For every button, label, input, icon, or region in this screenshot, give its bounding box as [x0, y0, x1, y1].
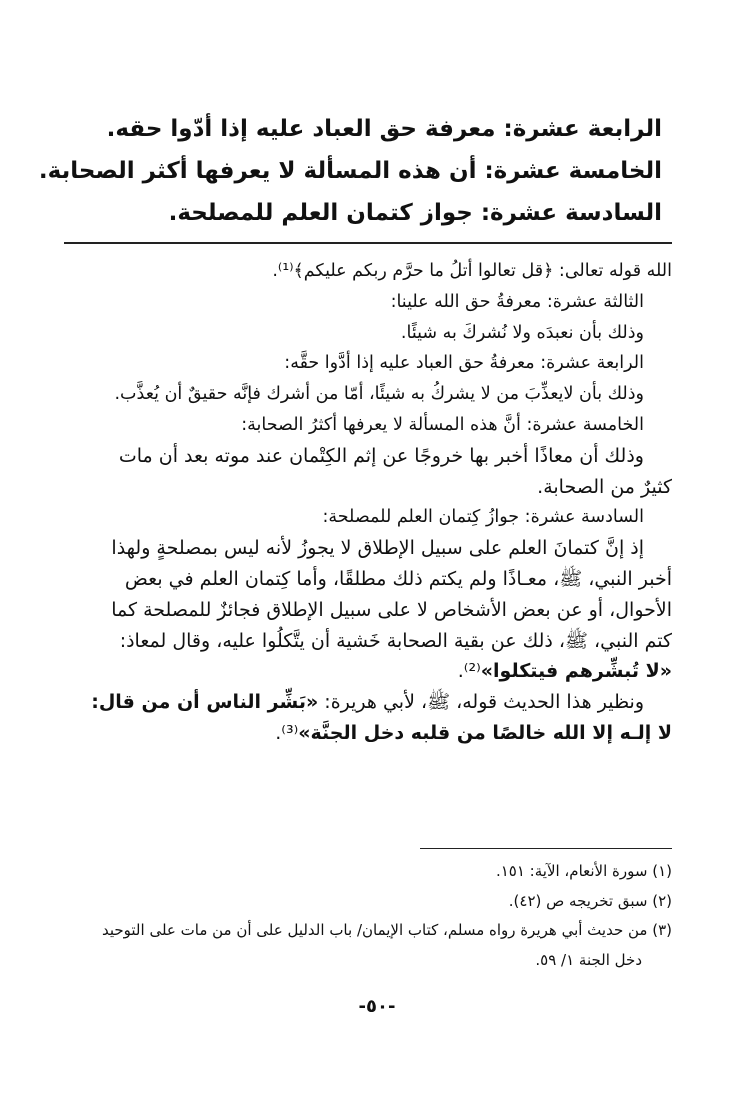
commentary-line	[66, 687, 672, 718]
footnote-2: (٢) سبق تخريجه ص (٤٢).	[508, 891, 672, 910]
commentary-line: الخامسة عشرة: أنَّ هذه المسألة لا يعرفها أكثرُ الصحابة:	[241, 414, 644, 435]
commentary-line: وذلك بأن لايعذِّبَ من لا يشركُ به شيئًا، أمّا من أشرك فإنَّه حقيقٌ أن يُعذَّب.	[114, 384, 644, 405]
commentary-line: الأحوال، أو عن بعض الأشخاص لا على سبيل الإطلاق فجائزٌ للمصلحة كما	[111, 598, 672, 621]
hadith-quote: لا إلـه إلا الله خالصًا من قلبه دخل الجنَّة»	[298, 721, 672, 744]
commentary-line: كتم النبي، ﷺ، ذلك عن بقية الصحابة خَشية أن يتَّكلُوا عليه، وقال لمعاذ:	[119, 629, 672, 652]
footnote-ref: ⁽³⁾.	[275, 721, 299, 744]
commentary-line: أخبر النبي، ﷺ، معـاذًا ولم يكتم ذلك مطلقًا، وأما كِتمان العلم في بعض	[124, 567, 672, 590]
commentary-line	[66, 656, 672, 687]
footnote-ref: ⁽²⁾.	[457, 660, 481, 683]
commentary-line: كثيرٌ من الصحابة.	[537, 475, 672, 498]
main-point-14: الرابعة عشرة: معرفة حق العباد عليه إذا أدّوا حقه.	[106, 116, 662, 142]
footnote-3-continued: دخل الجنة ١/ ٥٩.	[535, 950, 642, 969]
main-point-16: السادسة عشرة: جواز كتمان العلم للمصلحة.	[168, 200, 662, 226]
section-divider	[64, 242, 672, 244]
commentary	[66, 256, 672, 749]
hadith-quote: «بَشِّر الناس أن من قال:	[91, 691, 319, 714]
commentary-line	[66, 718, 672, 749]
commentary-line: وذلك أن معاذًا أخبر بها خروجًا عن إثم الكِتْمان عند موته بعد أن مات	[118, 444, 644, 467]
commentary-line: السادسة عشرة: جوازُ كِتمان العلم للمصلحة:	[322, 507, 644, 528]
commentary-line: الرابعة عشرة: معرفةُ حق العباد عليه إذا أدَّوا حقَّه:	[284, 353, 644, 374]
footnote-3: (٣) من حديث أبي هريرة رواه مسلم، كتاب الإيمان/ باب الدليل على أن من مات على التوحيد	[101, 921, 672, 939]
page-number: -٥٠-	[358, 996, 396, 1017]
commentary-line: الله قوله تعالى: ﴿قل تعالوا أتلُ ما حرَّم ربكم عليكم﴾⁽¹⁾.	[272, 261, 672, 281]
commentary-line: وذلك بأن نعبدَه ولا نُشركَ به شيئًا.	[400, 322, 644, 343]
line-text: ونظير هذا الحديث قوله، ﷺ، لأبي هريرة:	[318, 691, 644, 714]
main-point-15: الخامسة عشرة: أن هذه المسألة لا يعرفها أكثر الصحابة.	[38, 158, 662, 184]
main-points	[38, 108, 662, 234]
commentary-line: إذ إنَّ كتمانَ العلم على سبيل الإطلاق لا يجوزُ لأنه ليس بمصلحةٍ ولهذا	[111, 537, 644, 560]
footnote-divider	[420, 848, 672, 849]
footnote-1: (١) سورة الأنعام، الآية: ١٥١.	[495, 862, 672, 880]
hadith-quote: «لا تُبشِّرهم فيتكلوا»	[480, 660, 672, 683]
footnotes	[66, 857, 672, 975]
commentary-line: الثالثة عشرة: معرفةُ حق الله علينا:	[390, 291, 644, 312]
